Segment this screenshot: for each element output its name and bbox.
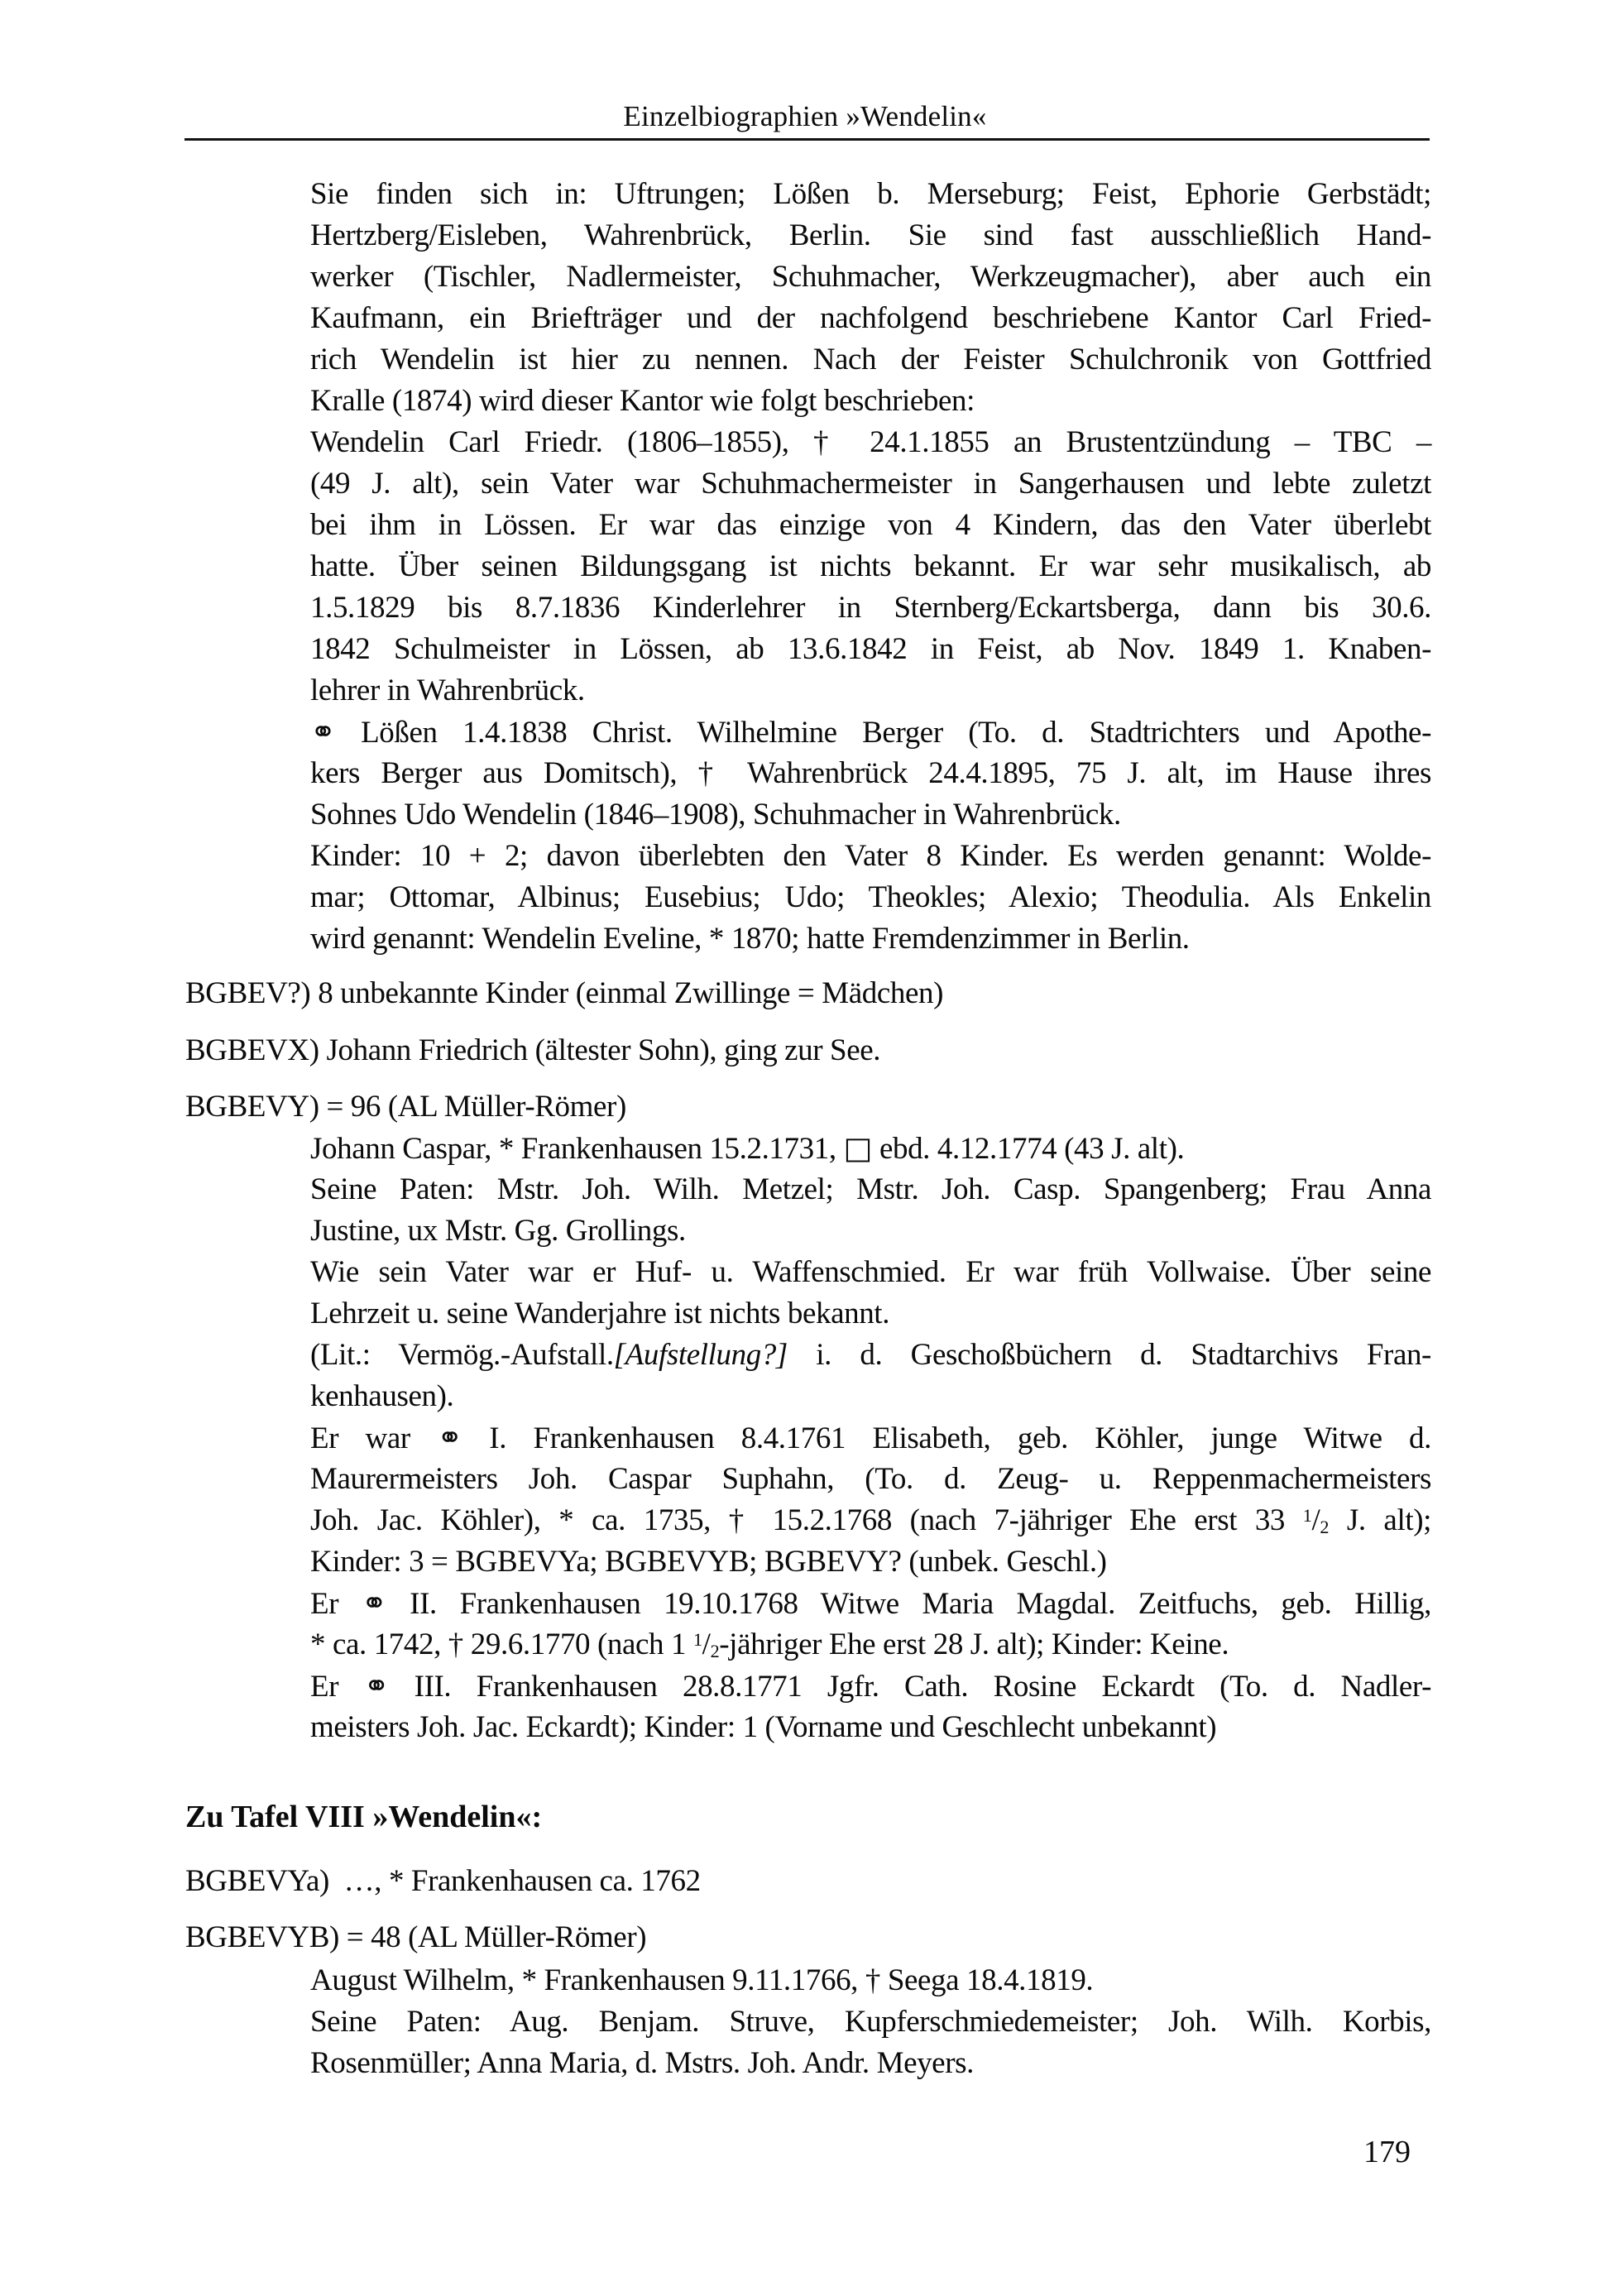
text-run: i. d. Geschoßbüchern d. Stadtarchivs Fran-	[787, 1338, 1431, 1372]
marriage-symbol: ⚭	[437, 1420, 462, 1455]
text-line	[310, 836, 1431, 877]
text-run: Maurermeisters Joh. Caspar Suphahn, (To. d. Zeug- u. Reppenmachermeisters	[310, 1462, 1431, 1496]
text-run: 1	[1302, 1505, 1312, 1527]
text-run: J. alt);	[1329, 1503, 1432, 1537]
text-run: kenhausen).	[310, 1379, 454, 1413]
text-run: Er	[310, 1670, 364, 1704]
text-line	[310, 587, 1431, 629]
marriage-symbol: ⚭	[363, 1668, 390, 1704]
running-header: Einzelbiographien »Wendelin«	[623, 100, 987, 132]
text-line	[310, 422, 1431, 463]
text-run: Sohnes Udo Wendelin (1846–1908), Schuhmacher in Wahrenbrück.	[310, 798, 1121, 832]
text-run: Kinder: 3 = BGBEVYa; BGBEVYB; BGBEVY? (unbek. Geschl.)	[310, 1545, 1107, 1579]
text-line	[310, 918, 1431, 960]
text-line	[310, 2043, 1431, 2084]
text-line	[310, 381, 1431, 422]
text-run: /	[1311, 1503, 1320, 1537]
text-run: (Lit.: Vermög.-Aufstall.	[310, 1338, 614, 1372]
text-run: rich Wendelin ist hier zu nennen. Nach der Feister Schulchronik von Gottfried	[310, 343, 1431, 376]
bgbevyb-details-paragraph	[310, 1960, 1431, 2084]
text-line	[310, 1666, 1431, 1707]
text-run: Er	[310, 1587, 362, 1621]
text-run: Joh. Jac. Köhler), * ca. 1735, † 15.2.1768 (nach 7-jähriger Ehe erst 33	[310, 1503, 1303, 1537]
text-line	[310, 1624, 1431, 1666]
text-run: ebd. 4.12.1774 (43 J. alt).	[872, 1132, 1185, 1166]
text-line	[310, 1252, 1431, 1293]
text-line	[310, 215, 1431, 256]
marriage-symbol: ⚭	[310, 714, 336, 750]
text-run: Sie finden sich in: Uftrungen; Lößen b. Merseburg; Feist, Ephorie Gerbstädt;	[310, 177, 1431, 211]
text-run: Kaufmann, ein Briefträger und der nachfolgend beschriebene Kantor Carl Fried-	[310, 301, 1431, 335]
text-run: 1.5.1829 bis 8.7.1836 Kinderlehrer in Sternberg/Eckartsberga, dann bis 30.6.	[310, 591, 1431, 625]
text-line	[310, 670, 1431, 712]
text-run: 2	[710, 1640, 720, 1661]
text-run: mar; Ottomar, Albinus; Eusebius; Udo; Theokles; Alexio; Theodulia. Als Enkelin	[310, 880, 1431, 914]
text-line	[310, 463, 1431, 505]
text-run: (49 J. alt), sein Vater war Schuhmachermeister in Sangerhausen und lebte zuletzt	[310, 467, 1431, 501]
text-run: 2	[1320, 1516, 1330, 1537]
text-run: [Aufstellung?]	[613, 1338, 788, 1372]
text-line	[310, 1210, 1431, 1252]
text-run: Lößen 1.4.1838 Christ. Wilhelmine Berger (To. d. Stadtrichters und Apothe-	[335, 716, 1431, 750]
text-line	[310, 174, 1431, 215]
bgbevy-details-paragraph	[310, 1128, 1431, 1748]
text-line	[310, 1459, 1431, 1500]
text-line	[310, 794, 1431, 836]
text-run: kers Berger aus Domitsch), † Wahrenbrück 24.4.1895, 75 J. alt, im Hause ihres	[310, 756, 1431, 790]
entry-bgbevyb: BGBEVYB) = 48 (AL Müller-Römer)	[185, 1920, 647, 1954]
text-line	[310, 877, 1431, 918]
text-run: bei ihm in Lössen. Er war das einzige von 4 Kindern, das den Vater überlebt	[310, 508, 1431, 542]
text-line	[310, 712, 1431, 753]
text-line	[310, 298, 1431, 339]
text-run: Kinder: 10 + 2; davon überlebten den Vater 8 Kinder. Es werden genannt: Wolde-	[310, 839, 1431, 873]
text-run: lehrer in Wahrenbrück.	[310, 673, 585, 707]
entry-bgbevx: BGBEVX) Johann Friedrich (ältester Sohn), ging zur See.	[185, 1033, 881, 1067]
text-line	[310, 2001, 1431, 2043]
text-run: werker (Tischler, Nadlermeister, Schuhmacher, Werkzeugmacher), aber auch ein	[310, 260, 1431, 294]
text-line	[310, 1128, 1431, 1169]
text-run: Hertzberg/Eisleben, Wahrenbrück, Berlin. Sie sind fast ausschließlich Hand-	[310, 218, 1431, 252]
text-line	[310, 505, 1431, 546]
page-number: 179	[1363, 2135, 1411, 2169]
text-line	[310, 1960, 1431, 2001]
text-run: /	[702, 1627, 711, 1661]
header-rule	[184, 138, 1430, 141]
text-run: * ca. 1742, † 29.6.1770 (nach 1	[310, 1627, 693, 1661]
text-run: hatte. Über seinen Bildungsgang ist nichts bekannt. Er war sehr musikalisch, ab	[310, 549, 1431, 583]
text-line	[310, 339, 1431, 381]
text-line	[310, 1335, 1431, 1376]
marriage-symbol: ⚭	[361, 1585, 387, 1621]
text-line	[310, 1583, 1431, 1624]
section-heading-tafel-viii: Zu Tafel VIII »Wendelin«:	[185, 1800, 543, 1834]
text-run: Justine, ux Mstr. Gg. Grollings.	[310, 1214, 686, 1248]
text-run: III. Frankenhausen 28.8.1771 Jgfr. Cath. Rosine Eckardt (To. d. Nadler-	[389, 1670, 1431, 1704]
text-run: I. Frankenhausen 8.4.1761 Elisabeth, geb. Köhler, junge Witwe d.	[462, 1421, 1431, 1455]
text-line	[310, 1417, 1431, 1459]
text-line	[310, 546, 1431, 587]
text-run: Johann Caspar, * Frankenhausen 15.2.1731,	[310, 1132, 844, 1166]
text-run: Lehrzeit u. seine Wanderjahre ist nichts bekannt.	[310, 1297, 890, 1330]
text-run: Seine Paten: Mstr. Joh. Wilh. Metzel; Mstr. Joh. Casp. Spangenberg; Frau Anna	[310, 1172, 1431, 1206]
text-line	[310, 1541, 1431, 1583]
text-line	[310, 753, 1431, 794]
text-run: Er war	[310, 1421, 438, 1455]
text-run: Wie sein Vater war er Huf- u. Waffenschmied. Er war früh Vollwaise. Über seine	[310, 1255, 1431, 1289]
text-line	[310, 1500, 1431, 1541]
text-run: 1	[692, 1629, 702, 1651]
text-line	[310, 1376, 1431, 1417]
entry-bgbevya: BGBEVYa) …, * Frankenhausen ca. 1762	[185, 1864, 701, 1898]
intro-paragraph	[310, 174, 1431, 960]
text-run: Wendelin Carl Friedr. (1806–1855), † 24.1.1855 an Brustentzündung – TBC –	[310, 425, 1431, 459]
text-line	[310, 1707, 1431, 1748]
text-run: II. Frankenhausen 19.10.1768 Witwe Maria Magdal. Zeitfuchs, geb. Hillig,	[386, 1587, 1431, 1621]
text-run: wird genannt: Wendelin Eveline, * 1870; hatte Fremdenzimmer in Berlin.	[310, 922, 1190, 956]
text-run: 1842 Schulmeister in Lössen, ab 13.6.1842 in Feist, ab Nov. 1849 1. Knaben-	[310, 632, 1431, 666]
text-run: August Wilhelm, * Frankenhausen 9.11.1766, † Seega 18.4.1819.	[310, 1963, 1094, 1997]
text-run: Kralle (1874) wird dieser Kantor wie folgt beschrieben:	[310, 384, 975, 418]
entry-bgbevy: BGBEVY) = 96 (AL Müller-Römer)	[185, 1090, 626, 1124]
text-line	[310, 629, 1431, 670]
text-run: Rosenmüller; Anna Maria, d. Mstrs. Joh. Andr. Meyers.	[310, 2046, 974, 2080]
text-line	[310, 1169, 1431, 1210]
entry-bgbev-unknown: BGBEV?) 8 unbekannte Kinder (einmal Zwillinge = Mädchen)	[185, 976, 944, 1010]
text-run: -jähriger Ehe erst 28 J. alt); Kinder: Keine.	[719, 1627, 1229, 1661]
text-line	[310, 256, 1431, 298]
burial-symbol: □	[843, 1130, 873, 1166]
text-run: Seine Paten: Aug. Benjam. Struve, Kupferschmiedemeister; Joh. Wilh. Korbis,	[310, 2005, 1431, 2039]
text-run: meisters Joh. Jac. Eckardt); Kinder: 1 (Vorname und Geschlecht unbekannt)	[310, 1710, 1217, 1744]
text-line	[310, 1293, 1431, 1335]
